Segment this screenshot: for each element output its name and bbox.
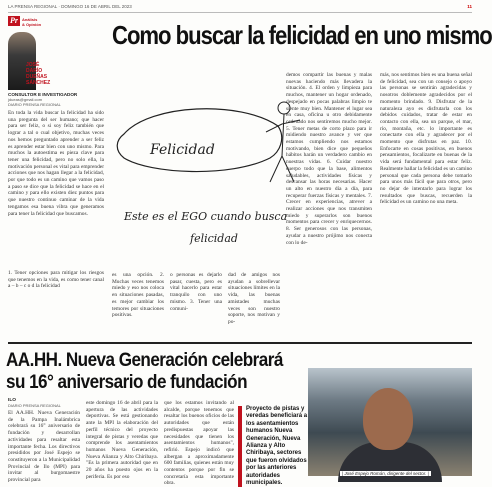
- article-column-6: más, nos sentimos bien es una buena señal de felicidad, sea con un consejo o apoyo las personas se sentirán agradecidas y nosotros doblemente agradecidos por el momento brindado. 9. Disfrutar de la naturaleza ayo es disfrutarla con los debidos cuidados, tratar de estar en contacto con ella, sea un parque, el mar, río, montaña, etc. lo importante es conectarte con ella y agradecer por el momento que disfrutas en paz. 10. Enfocarte en cosas positivas, en buenos pensamientos, focalizarte en buenas de la vida será fundamental para estar feliz. Realmente hallar la felicidad es un camino personal que cada persona debe tomarlo para unos más fácil que para otros, pero no dejar de intentarlo para lograr los resultados que buscas, recuerden la felicidad es un camino no una meta.: [380, 72, 472, 206]
- dirigente-photo: [308, 368, 472, 476]
- article2-column-3: que los estamos invitando al alcalde, porque tenemos que resaltar los buenos oficios de las autoridades que están predispuestas apoyar las necesidades que tienen los asentamientos humanos", refirió. Espejo indicó que albergan a aproximadamente 600 familias, quienes están muy contentos porque por fin se concretaría esta importante obra.: [164, 400, 234, 487]
- author-name: [26, 62, 50, 86]
- article-column-1b: 1. Tener opciones para mitigar los riesgos que tenemos en la vida, es como tener canal a – b – c o d la felicidad: [8, 270, 104, 290]
- pull-quote: Proyecto de pistas y veredas beneficiará a los asentamientos humanos Nueva Generación, Nueva Alianza y Alto Chiribaya, sectores que fueron olvidados por las anteriores autoridades municipales.: [238, 406, 308, 487]
- page-number: 11: [467, 4, 472, 9]
- photo-face: [363, 388, 413, 450]
- article2-title-line: AA.HH. Nueva Generación celebrará: [6, 350, 283, 371]
- article2-column-2: este domingo 16 de abril para la apertura de las actividades deportivas. Se está gestionando ante la MPI la elaboración del perfil técnico del proyecto integral de pistas y veredas que comprende los asentamientos humanos Nueva Generación, Nueva Alianza y Alto Chiribaya. "Es la primera autoridad que en 20 años ha puesto ojos en la periferia. Es por eso: [86, 400, 158, 480]
- article-column-1: En toda la vida buscar la felicidad ha sido una pregunta del ser humano; que hacer para ser feliz, o si soy feliz también que lograr a tal o cual objetivo, muchas veces nos hemos preguntado aprender a ser feliz es aprender estar bien con uno mismo. Para muchos la autoestima es pieza clave para tener una felicidad, pero no solo ella, la motivación personal es vital para emprender acciones que nos hagan llegar a la felicidad, por que todo es un camino que vamos paso a paso se dice que la felicidad se hace en el camino y para ello existen diez puntos para que nuestro continuo caminar de la vida tengamos esa buena vibra que generamos para tener la felicidad que buscamos.: [8, 110, 104, 217]
- photo-caption: | José Espejo Román, dirigente del sector. |: [342, 471, 429, 476]
- author-name-line: SÁNCHEZ: [26, 80, 51, 86]
- section-divider: [8, 342, 472, 344]
- illustration-caption-line: Este es el EGO cuando busca: [124, 210, 288, 223]
- article2-title: [6, 350, 330, 394]
- author-name-line: DUEÑAS: [26, 74, 48, 80]
- author-email: jdueas@gmail.com: [8, 97, 43, 102]
- header-rule: [8, 12, 472, 13]
- article-column-3: o personas es dejarlo pasar, cuesta, pero es vital hacerlo para estar tranquilo con uno mismo. 3. Tener una comuni-: [170, 272, 222, 312]
- article-title: Como buscar la felicidad en uno mismo: [112, 20, 492, 50]
- section-line: & Opinión: [22, 22, 42, 27]
- author-name-line: JOSÉ: [26, 62, 40, 68]
- article-column-5: demos compartir las buenas y malas nuevas haciendo más llevadera la situación. 4. El orden y limpieza para muchos, mantener un hogar ordenado, despejado en pocas palabras limpio te siente muy bien. Mantener el lugar sea en casa, oficina u otro debidamente ordenado nos sentiremos mucho mejor. 5. Tener metas de corto plazo para ir midiendo nuestro avance y ver que estamos cumpliendo nos estamos motivando, bien dice que pequeños hábitos harán un verdadero cambio en nuestras vidas. 6. Cuidar nuestro cuerpo todo que la base, alimentos saludables, actividades físicas y descansar las horas necesarias. Hacer un alto en nuestro día a día, para recuperar fuerzas físicas y mentales. 7. Crecer en experiencias, atrever a realizar acciones que nos transmiten miedo y superarlos son buenos momentos para crecer y enriquecernos. 8. Ser generosos con las personas, ayudar a nuestro prójimo nos conecta con lo de-: [286, 72, 372, 246]
- author-contact: [8, 97, 61, 107]
- author-name-line: DARÍO: [26, 68, 43, 74]
- section-line: Análisis: [22, 17, 38, 22]
- article-column-2: es una opción. 2. Muchas veces tenemos miedo y eso nos coloca en situaciones pasadas, es mejor cambiar los temores por situaciones positivas.: [112, 272, 164, 319]
- author-outlet: DIARIO PRENSA REGIONAL: [8, 102, 61, 107]
- header-edition: LA PRENSA REGIONAL · DOMINGO 16 DE ABRIL DEL 2023: [8, 4, 132, 9]
- article-column-4: dad de amigos nos ayudan a sobrellevar situaciones límites en la vida, las buenas amistades muchas veces son nuestro soporte, nos motivan y po-: [228, 272, 280, 325]
- illustration-label: Felicidad: [150, 142, 215, 158]
- article2-outlet: DIARIO PRENSA REGIONAL: [8, 403, 61, 408]
- article2-byline: ILO: [8, 398, 16, 403]
- newspaper-logo: Pr: [10, 16, 18, 25]
- page-header: [8, 4, 472, 12]
- article2-column-1: El AA.HH. Nueva Generación de la Pampa Inalámbrica celebrará su 16° aniversario de fundación y desarrollan actividades para resaltar esta importante fecha. Los directivos presididos por José Espejo se constituyeron a la Municipalidad Provincial de Ilo (MPI) para invitar al burgomaestre provincial para: [8, 410, 80, 484]
- article2-title-line: su 16° aniversario de fundación: [6, 372, 247, 393]
- section-label: [22, 17, 41, 27]
- author-role: CONSULTOR E INVESTIGADOR: [8, 92, 78, 97]
- illustration-caption-line: felicidad: [190, 232, 238, 245]
